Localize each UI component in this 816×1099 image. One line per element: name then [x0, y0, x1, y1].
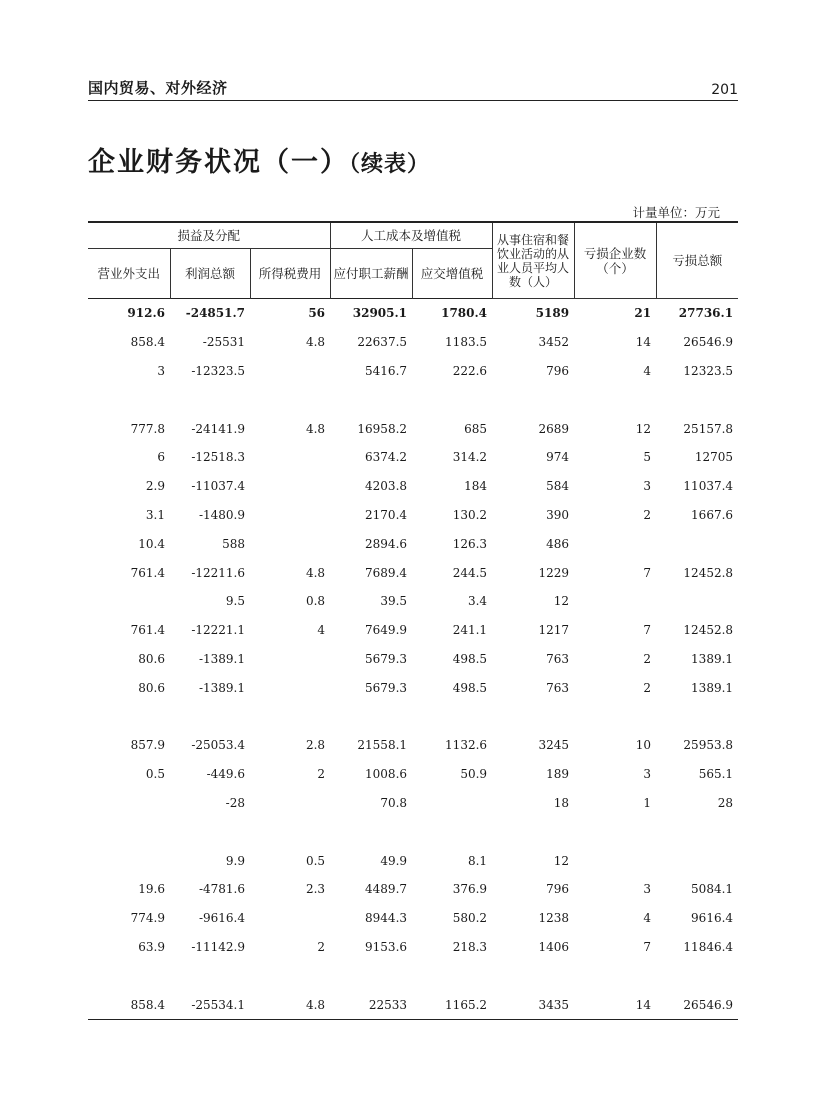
table-cell: 1406 [538, 939, 570, 954]
header-rule [88, 100, 738, 101]
table-cell: 80.6 [138, 651, 165, 666]
table-cell: 763 [546, 651, 570, 666]
table-cell: 12 [553, 594, 570, 609]
table-cell [250, 443, 330, 472]
table-cell: 2 [643, 507, 652, 522]
table-cell: 1183.5 [445, 335, 488, 350]
table-cell: 7 [643, 565, 652, 580]
table-cell [170, 702, 250, 731]
column-header-total-profit: 利润总额 [170, 249, 250, 299]
table-cell: 761.4 [130, 565, 165, 580]
table-cell: 241.1 [452, 623, 488, 638]
table-row [88, 328, 738, 357]
table-cell: 218.3 [452, 939, 488, 954]
table-cell: 22637.5 [357, 335, 408, 350]
table-cell: 390 [546, 507, 570, 522]
table-cell: 1217 [538, 623, 570, 638]
table-cell [250, 501, 330, 530]
table-cell: -12221.1 [191, 623, 245, 638]
table-cell [412, 817, 492, 846]
table-cell [656, 529, 738, 558]
section-title: 国内贸易、对外经济 [88, 79, 228, 97]
table-cell: 763 [546, 680, 570, 695]
table-row [88, 731, 738, 760]
table-cell: 2894.6 [365, 536, 408, 551]
table-cell: 39.5 [380, 594, 408, 609]
table-cell: 27736.1 [678, 306, 734, 321]
table-cell [170, 961, 250, 990]
table-cell: 796 [546, 882, 570, 897]
table-cell: 1 [643, 795, 652, 810]
table-cell: 21 [634, 306, 652, 321]
table-cell: 3 [643, 479, 652, 494]
table-cell: -24851.7 [185, 306, 245, 321]
table-cell: 26546.9 [683, 997, 734, 1012]
table-cell [250, 645, 330, 674]
table-cell: 2.8 [305, 738, 326, 753]
table-cell: 3 [643, 882, 652, 897]
table-cell: -12518.3 [191, 450, 245, 465]
table-cell: 28 [717, 795, 734, 810]
table-cell: 1667.6 [691, 507, 734, 522]
table-cell: 4.8 [305, 565, 326, 580]
table-cell: 10.4 [138, 536, 165, 551]
table-cell: -25534.1 [191, 997, 245, 1012]
table-cell: 32905.1 [352, 306, 408, 321]
table-cell: 858.4 [130, 335, 165, 350]
page-number: 201 [711, 82, 738, 98]
table-cell: 10 [635, 738, 652, 753]
table-cell: 49.9 [380, 853, 408, 868]
table-cell: 2.9 [145, 479, 165, 494]
table-cell: 244.5 [452, 565, 488, 580]
table-cell: 9616.4 [691, 911, 734, 926]
table-cell [656, 385, 738, 414]
table-cell: 777.8 [130, 421, 165, 436]
column-header-payroll-payable: 应付职工薪酬 [330, 249, 412, 299]
table-cell: 4.8 [305, 421, 326, 436]
table-row [88, 817, 738, 846]
table-cell [330, 385, 412, 414]
table-cell [492, 961, 574, 990]
table-cell: 2 [317, 939, 326, 954]
table-cell [250, 789, 330, 818]
table-cell: 22533 [368, 997, 408, 1012]
table-cell: 584 [546, 479, 570, 494]
table-cell: 580.2 [452, 911, 488, 926]
table-cell: 858.4 [130, 997, 165, 1012]
table-cell [88, 789, 170, 818]
table-row [88, 933, 738, 962]
table-cell: 12 [553, 853, 570, 868]
table-cell: 1165.2 [445, 997, 488, 1012]
table-cell: 12705 [694, 450, 734, 465]
table-row [88, 961, 738, 990]
table-cell: 126.3 [452, 536, 488, 551]
table-cell: 18 [553, 795, 570, 810]
column-header-vat-payable: 应交增值税 [412, 249, 492, 299]
table-cell: 2 [643, 651, 652, 666]
table-cell: 796 [546, 363, 570, 378]
table-cell: -25053.4 [191, 738, 245, 753]
table-cell: 3.4 [467, 594, 488, 609]
table-cell: 314.2 [452, 450, 488, 465]
table-cell [250, 385, 330, 414]
table-cell: -24141.9 [191, 421, 245, 436]
table-cell [492, 385, 574, 414]
table-cell [574, 702, 656, 731]
column-header-non-operating-expense: 营业外支出 [97, 266, 160, 281]
column-header-income-tax: 所得税费用 [250, 249, 330, 299]
table-cell: -1480.9 [198, 507, 245, 522]
table-cell: 8.1 [467, 853, 488, 868]
table-cell: -4781.6 [198, 882, 245, 897]
table-cell: 7 [643, 939, 652, 954]
table-cell [88, 587, 170, 616]
table-cell [656, 702, 738, 731]
table-cell: -12323.5 [191, 363, 245, 378]
page-title-main: 企业财务状况（一） [88, 147, 349, 178]
table-cell: 498.5 [452, 680, 488, 695]
table-cell: -28 [225, 795, 245, 810]
table-row [88, 645, 738, 674]
table-header [88, 222, 738, 299]
column-header-employees: 从事住宿和餐饮业活动的从业人员平均人数（人） [492, 222, 574, 299]
table-cell [330, 961, 412, 990]
table-cell [412, 702, 492, 731]
table-cell: 3 [643, 767, 652, 782]
table-body [88, 299, 738, 1020]
table-cell: 189 [546, 767, 570, 782]
table-cell: 6374.2 [365, 450, 408, 465]
table-cell: 5416.7 [365, 363, 408, 378]
table-cell: 1780.4 [441, 306, 488, 321]
table-cell: 0.8 [305, 594, 326, 609]
table-cell: -1389.1 [198, 651, 245, 666]
table-row [88, 673, 738, 702]
table-cell: 4203.8 [365, 479, 408, 494]
table-cell [574, 961, 656, 990]
table-cell [250, 817, 330, 846]
table-cell: 774.9 [130, 911, 165, 926]
table-cell [574, 529, 656, 558]
table-cell [88, 702, 170, 731]
table-cell: 9.9 [225, 853, 245, 868]
table-cell: 56 [308, 306, 326, 321]
table-cell: -9616.4 [198, 911, 245, 926]
table-cell: 26546.9 [683, 335, 734, 350]
table-cell: 498.5 [452, 651, 488, 666]
page-title-suffix: （续表） [349, 152, 431, 177]
table-row [88, 846, 738, 875]
table-cell: -11037.4 [191, 479, 245, 494]
table-cell: 130.2 [452, 507, 488, 522]
table-cell: 1008.6 [365, 767, 408, 782]
table-cell [250, 673, 330, 702]
table-cell: 11846.4 [683, 939, 734, 954]
table-cell: 63.9 [138, 939, 165, 954]
table-cell [88, 385, 170, 414]
table-cell: 7649.9 [365, 623, 408, 638]
table-cell: 6 [157, 450, 165, 465]
table-cell: 5679.3 [365, 651, 408, 666]
table-cell: 14 [635, 335, 652, 350]
table-cell: 3.1 [145, 507, 165, 522]
table-row [88, 616, 738, 645]
table-cell: 5084.1 [691, 882, 734, 897]
table-cell: 4 [643, 911, 652, 926]
table-cell [330, 817, 412, 846]
table-cell: 50.9 [460, 767, 488, 782]
table-row [88, 385, 738, 414]
table-row [88, 501, 738, 530]
table-cell: 2 [317, 767, 326, 782]
table-cell [330, 702, 412, 731]
table-row [88, 472, 738, 501]
table-cell [250, 529, 330, 558]
table-cell: 5189 [535, 306, 570, 321]
table-cell: 12323.5 [683, 363, 734, 378]
table-row [88, 789, 738, 818]
table-cell [250, 961, 330, 990]
table-cell: 2689 [538, 421, 570, 436]
table-row [88, 760, 738, 789]
table-cell [250, 702, 330, 731]
table-cell: 12452.8 [683, 623, 734, 638]
table-row [88, 357, 738, 386]
table-cell: 1389.1 [691, 680, 734, 695]
table-cell: 12 [635, 421, 652, 436]
table-row [88, 558, 738, 587]
table-cell: 7 [643, 623, 652, 638]
table-cell: 222.6 [452, 363, 488, 378]
table-cell: -25531 [202, 335, 245, 350]
table-cell: 19.6 [138, 882, 165, 897]
table-cell: 80.6 [138, 680, 165, 695]
table-cell: 12452.8 [683, 565, 734, 580]
financial-table [88, 221, 738, 1020]
table-cell: 70.8 [380, 795, 408, 810]
table-cell: 1389.1 [691, 651, 734, 666]
table-cell: 4.8 [305, 997, 326, 1012]
table-row [88, 702, 738, 731]
running-head [88, 76, 738, 98]
table-cell [88, 961, 170, 990]
table-cell: 3452 [538, 335, 570, 350]
table-cell [492, 702, 574, 731]
table-cell: 9153.6 [365, 939, 408, 954]
table-cell [250, 357, 330, 386]
table-cell [170, 817, 250, 846]
table-cell: -449.6 [206, 767, 245, 782]
table-row [88, 875, 738, 904]
column-header-loss-total: 亏损总额 [656, 222, 738, 299]
table-cell: 761.4 [130, 623, 165, 638]
table-cell [88, 846, 170, 875]
table-cell [250, 904, 330, 933]
table-cell [574, 846, 656, 875]
table-cell: 0.5 [305, 853, 326, 868]
table-cell [656, 846, 738, 875]
table-row [88, 990, 738, 1019]
group-header-labor: 人工成本及增值税 [330, 222, 492, 249]
table-cell [412, 789, 492, 818]
table-cell [412, 961, 492, 990]
table-cell: 184 [464, 479, 488, 494]
table-cell [574, 587, 656, 616]
table-cell: 4.8 [305, 335, 326, 350]
table-cell: 3245 [538, 738, 570, 753]
table-cell [170, 385, 250, 414]
table-cell [412, 385, 492, 414]
table-cell: 4 [317, 623, 326, 638]
unit-label: 计量单位：万元 [632, 205, 720, 220]
table-cell: 8944.3 [365, 911, 408, 926]
table-cell: -11142.9 [191, 939, 245, 954]
group-header-profit: 损益及分配 [88, 222, 330, 249]
table-cell: 9.5 [225, 594, 245, 609]
table-cell [574, 817, 656, 846]
table-row [88, 443, 738, 472]
table-cell: 685 [464, 421, 488, 436]
table-cell: 912.6 [127, 306, 165, 321]
table-cell: 4 [643, 363, 652, 378]
table-cell: 25157.8 [683, 421, 734, 436]
table-cell: 5 [643, 450, 652, 465]
table-cell: 1229 [538, 565, 570, 580]
table-cell: 1238 [538, 911, 570, 926]
table-cell: 25953.8 [683, 738, 734, 753]
table-cell: 565.1 [698, 767, 734, 782]
table-cell [492, 817, 574, 846]
table-cell: 486 [546, 536, 570, 551]
table-row [88, 529, 738, 558]
table-cell [88, 817, 170, 846]
table-row [88, 587, 738, 616]
table-cell [574, 385, 656, 414]
table-row [88, 904, 738, 933]
table-cell: 1132.6 [445, 738, 488, 753]
table-row [88, 414, 738, 443]
table-cell: 11037.4 [683, 479, 734, 494]
table-cell: 21558.1 [357, 738, 408, 753]
table-cell: 4489.7 [365, 882, 408, 897]
table-cell: 2 [643, 680, 652, 695]
table-cell: -1389.1 [198, 680, 245, 695]
table-cell [656, 961, 738, 990]
table-row [88, 299, 738, 328]
table-cell: 14 [635, 997, 652, 1012]
table-cell: -12211.6 [191, 565, 245, 580]
table-cell: 376.9 [452, 882, 488, 897]
table-cell [656, 817, 738, 846]
table-cell: 3 [157, 363, 165, 378]
table-cell: 857.9 [130, 738, 165, 753]
table-cell: 3435 [538, 997, 570, 1012]
column-header-loss-count: 亏损企业数（个） [574, 222, 656, 299]
table-cell: 2.3 [305, 882, 326, 897]
table-cell: 7689.4 [365, 565, 408, 580]
table-cell: 5679.3 [365, 680, 408, 695]
table-cell: 588 [222, 536, 245, 551]
page-title [88, 140, 430, 179]
table-cell [250, 472, 330, 501]
table-cell: 16958.2 [357, 421, 408, 436]
table-cell: 0.5 [145, 767, 165, 782]
table-cell: 974 [546, 450, 570, 465]
table-cell [656, 587, 738, 616]
table-cell: 2170.4 [365, 507, 408, 522]
